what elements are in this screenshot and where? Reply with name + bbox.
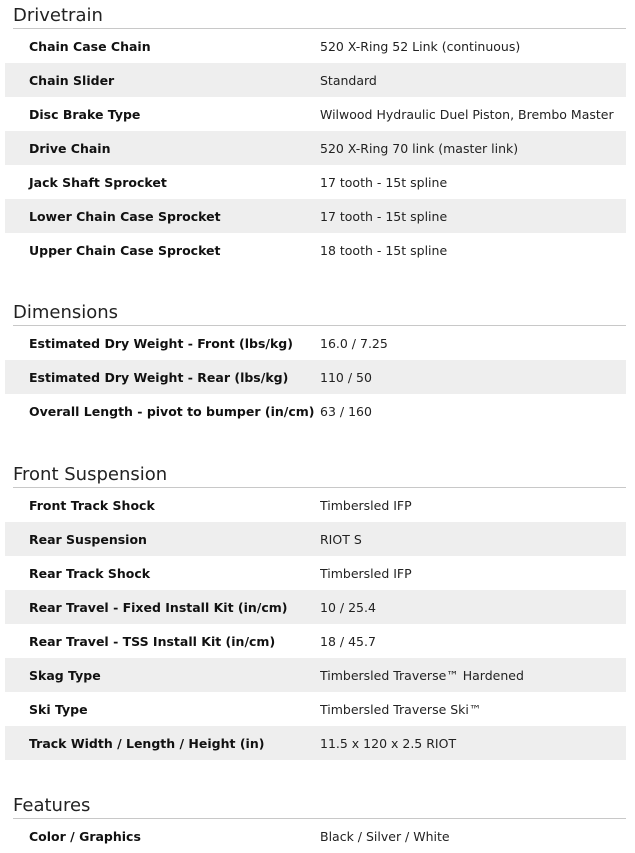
spec-label: Rear Travel - TSS Install Kit (in/cm) <box>29 633 276 649</box>
spec-value: Timbersled IFP <box>320 565 412 581</box>
section-title: Front Suspension <box>13 464 626 488</box>
spec-label: Rear Suspension <box>29 531 147 547</box>
spec-value: Timbersled Traverse™ Hardened <box>320 667 524 683</box>
spec-label: Chain Case Chain <box>29 38 151 54</box>
spec-value: RIOT S <box>320 531 362 547</box>
spec-table <box>5 326 626 428</box>
spec-label: Estimated Dry Weight - Front (lbs/kg) <box>29 335 293 351</box>
spec-value: 16.0 / 7.25 <box>320 335 388 351</box>
spec-value: Standard <box>320 72 377 88</box>
spec-value: 11.5 x 120 x 2.5 RIOT <box>320 735 457 751</box>
spec-row <box>5 522 626 556</box>
spec-value: 18 tooth - 15t spline <box>320 242 448 258</box>
spec-table <box>5 819 626 853</box>
section-features <box>0 760 635 853</box>
spec-row <box>5 624 626 658</box>
spec-row <box>5 556 626 590</box>
spec-label: Color / Graphics <box>29 828 141 844</box>
spec-row <box>5 394 626 428</box>
spec-label: Rear Travel - Fixed Install Kit (in/cm) <box>29 599 288 615</box>
spec-row <box>5 488 626 522</box>
spec-label: Upper Chain Case Sprocket <box>29 242 221 258</box>
spec-row <box>5 97 626 131</box>
spec-value: 18 / 45.7 <box>320 633 376 649</box>
spec-label: Chain Slider <box>29 72 115 88</box>
section-title: Dimensions <box>13 302 626 326</box>
section-front-suspension <box>0 428 635 760</box>
spec-row <box>5 819 626 853</box>
spec-label: Ski Type <box>29 701 88 717</box>
spec-row <box>5 326 626 360</box>
spec-value: Black / Silver / White <box>320 828 450 844</box>
spec-value: Wilwood Hydraulic Duel Piston, Brembo Master <box>320 106 614 122</box>
spec-row <box>5 63 626 97</box>
spec-value: Timbersled Traverse Ski™ <box>320 701 482 717</box>
spec-row <box>5 590 626 624</box>
section-title: Features <box>13 795 626 819</box>
spec-row <box>5 165 626 199</box>
spec-table <box>5 488 626 760</box>
spec-row <box>5 29 626 63</box>
spec-label: Front Track Shock <box>29 497 155 513</box>
spec-value: 520 X-Ring 52 Link (continuous) <box>320 38 521 54</box>
spec-table <box>5 29 626 267</box>
spec-value: 10 / 25.4 <box>320 599 376 615</box>
spec-label: Disc Brake Type <box>29 106 141 122</box>
section-drivetrain <box>0 0 635 267</box>
spec-label: Drive Chain <box>29 140 111 156</box>
spec-value: 17 tooth - 15t spline <box>320 174 448 190</box>
spec-value: 63 / 160 <box>320 403 372 419</box>
spec-row <box>5 692 626 726</box>
spec-label: Track Width / Length / Height (in) <box>29 735 265 751</box>
spec-value: Timbersled IFP <box>320 497 412 513</box>
spec-row <box>5 360 626 394</box>
section-title: Drivetrain <box>13 5 626 29</box>
spec-row <box>5 658 626 692</box>
spec-label: Jack Shaft Sprocket <box>29 174 167 190</box>
spec-label: Skag Type <box>29 667 101 683</box>
spec-row <box>5 199 626 233</box>
spec-value: 520 X-Ring 70 link (master link) <box>320 140 519 156</box>
spec-value: 110 / 50 <box>320 369 372 385</box>
spec-row <box>5 131 626 165</box>
spec-label: Lower Chain Case Sprocket <box>29 208 221 224</box>
spec-row <box>5 233 626 267</box>
section-dimensions <box>0 267 635 428</box>
spec-row <box>5 726 626 760</box>
spec-label: Overall Length - pivot to bumper (in/cm) <box>29 403 315 419</box>
spec-label: Rear Track Shock <box>29 565 151 581</box>
spec-value: 17 tooth - 15t spline <box>320 208 448 224</box>
spec-label: Estimated Dry Weight - Rear (lbs/kg) <box>29 369 289 385</box>
